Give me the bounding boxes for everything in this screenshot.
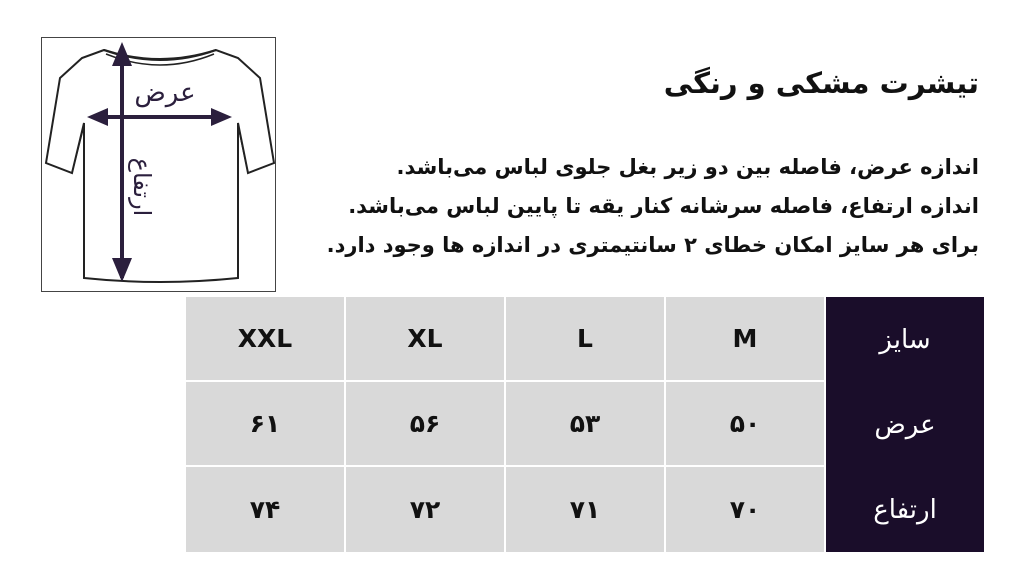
height-xxl: ۷۴ [186,467,344,552]
page-title: تیشرت مشکی و رنگی [663,66,979,100]
size-table [186,297,986,552]
row-header-width: عرض [826,382,984,467]
width-label: عرض [134,78,196,108]
tshirt-diagram [41,37,276,292]
width-l: ۵۳ [506,382,664,467]
description-line: اندازه عرض، فاصله بین دو زیر بغل جلوی لباس می‌باشد. [396,155,979,179]
height-l: ۷۱ [506,467,664,552]
row-header-size: سایز [826,297,984,382]
row-header-height: ارتفاع [826,467,984,552]
description-line: اندازه ارتفاع، فاصله سرشانه کنار یقه تا پایین لباس می‌باشد. [348,194,979,218]
height-xl: ۷۲ [346,467,504,552]
size-xl: XL [346,297,504,382]
size-l: L [506,297,664,382]
description [289,148,979,265]
size-xxl: XXL [186,297,344,382]
height-m: ۷۰ [666,467,824,552]
description-line: برای هر سایز امکان خطای ۲ سانتیمتری در اندازه ها وجود دارد. [326,233,979,257]
tshirt-icon [42,38,277,293]
size-m: M [666,297,824,382]
width-xl: ۵۶ [346,382,504,467]
width-m: ۵۰ [666,382,824,467]
width-xxl: ۶۱ [186,382,344,467]
height-label: ارتفاع [128,157,156,217]
